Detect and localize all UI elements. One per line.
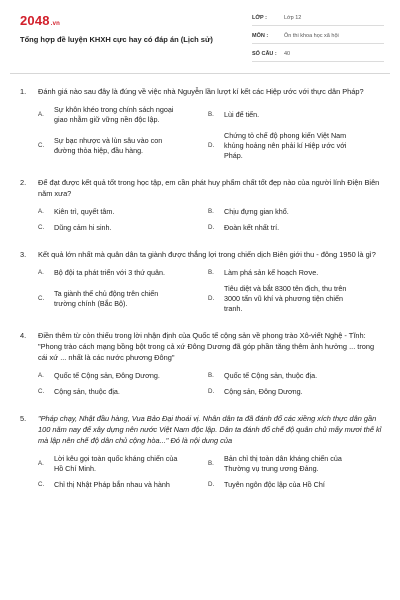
option-text: Cộng sản, Đông Dương. <box>224 387 303 396</box>
option-c[interactable] <box>38 284 208 314</box>
option-letter: B. <box>208 372 214 379</box>
option-text: Sự khôn khéo trong chính sách ngoại giao nhằm giữ vững nền độc lập. <box>54 105 174 124</box>
meta-class <box>252 14 384 26</box>
answer-options <box>0 268 400 314</box>
site-logo[interactable] <box>20 13 60 28</box>
option-text: Chỉ thị Nhật Pháp bắn nhau và hành <box>54 480 170 489</box>
option-letter: C. <box>38 224 45 231</box>
option-b[interactable] <box>208 454 376 474</box>
meta-question-count <box>252 50 384 62</box>
option-text: Tiêu diệt và bắt 8300 tên địch, thu trên 3000 tấn vũ khí và phương tiện chiến tranh. <box>224 284 347 313</box>
question-number: 1. <box>20 87 27 96</box>
option-letter: D. <box>208 224 215 231</box>
question-text: "Pháp chạy, Nhật đầu hàng, Vua Bảo Đại thoái vị. Nhân dân ta đã đánh đổ các xiềng xích thực dân gần 100 năm nay để xây dựng nên nước Việt Nam độc lập. Dân ta đánh đổ chế độ quân chủ mấy mươi thế kỉ mà lập nên chế độ dân chủ cộng hòa..." Đó là nội dung của <box>38 414 382 445</box>
meta-count-label: SỐ CÂU : <box>252 51 277 57</box>
question-2 <box>0 177 400 233</box>
option-b[interactable] <box>208 207 376 217</box>
option-b[interactable] <box>208 105 376 125</box>
option-text: Quốc tế Cộng sản, thuộc địa. <box>224 371 318 380</box>
option-c[interactable] <box>38 480 208 490</box>
meta-subject-value: Ôn thi khoa học xã hội <box>284 33 339 39</box>
meta-count-value: 40 <box>284 51 291 57</box>
meta-subject-label: MÔN : <box>252 33 269 39</box>
option-letter: A. <box>38 372 44 379</box>
option-letter: B. <box>208 208 214 215</box>
option-letter: C. <box>38 481 45 488</box>
question-4 <box>0 330 400 397</box>
answer-options <box>0 371 400 397</box>
option-c[interactable] <box>38 223 208 233</box>
option-text: Tuyên ngôn độc lập của Hồ Chí <box>224 480 325 489</box>
option-text: Lời kêu gọi toàn quốc kháng chiến của Hồ Chí Minh. <box>54 454 178 473</box>
option-text: Quốc tế Cộng sản, Đông Dương. <box>54 371 160 380</box>
answer-options <box>0 207 400 233</box>
question-number: 3. <box>20 250 27 259</box>
meta-class-value: Lớp 12 <box>284 15 302 21</box>
question-number: 5. <box>20 414 27 423</box>
option-text: Bộ đội ta phát triển với 3 thứ quân. <box>54 268 166 277</box>
option-d[interactable] <box>208 223 376 233</box>
question-text: Để đạt được kết quả tốt trong học tập, em cần phát huy phẩm chất tốt đẹp nào của người lính Điện Biên năm xưa? <box>38 178 380 198</box>
option-text: Dũng cảm hi sinh. <box>54 223 112 232</box>
logo-main: 2048 <box>20 13 50 28</box>
option-d[interactable] <box>208 480 376 490</box>
option-a[interactable] <box>38 207 208 217</box>
meta-class-label: LỚP : <box>252 15 267 21</box>
answer-options <box>0 454 400 490</box>
option-letter: B. <box>208 460 214 467</box>
option-text: Chịu đựng gian khổ. <box>224 207 289 216</box>
option-letter: C. <box>38 388 45 395</box>
option-d[interactable] <box>208 387 376 397</box>
option-letter: C. <box>38 142 45 149</box>
option-letter: D. <box>208 142 215 149</box>
option-letter: D. <box>208 388 215 395</box>
question-text: Đánh giá nào sau đây là đúng về việc nhà Nguyễn lần lượt kí kết các Hiệp ước với thực dân Pháp? <box>38 87 364 96</box>
option-d[interactable] <box>208 284 376 314</box>
page-header <box>0 0 400 70</box>
option-b[interactable] <box>208 371 376 381</box>
option-letter: D. <box>208 295 215 302</box>
answer-options <box>0 105 400 161</box>
option-a[interactable] <box>38 105 208 125</box>
option-letter: A. <box>38 111 44 118</box>
option-text: Chứng tỏ chế độ phong kiến Việt Nam khủng hoảng nên phải kí Hiệp ước với Pháp. <box>224 131 347 160</box>
question-text: Kết quả lớn nhất mà quân dân ta giành được thắng lợi trong chiến dịch Biên giới thu - đông 1950 là gì? <box>38 250 376 259</box>
option-text: Ta giành thế chủ động trên chiến trường chính (Bắc Bộ). <box>54 289 159 308</box>
question-list <box>0 86 400 506</box>
header-divider <box>10 73 390 74</box>
option-a[interactable] <box>38 268 208 278</box>
option-a[interactable] <box>38 371 208 381</box>
question-1 <box>0 86 400 161</box>
document-title: Tổng hợp đề luyện KHXH cực hay có đáp án (Lịch sử) <box>20 35 213 44</box>
option-text: Lùi để tiến. <box>224 110 260 119</box>
option-text: Cộng sản, thuộc địa. <box>54 387 120 396</box>
question-3 <box>0 249 400 314</box>
option-text: Sự bạc nhược và lùn sâu vào con đường thỏa hiệp, đầu hàng. <box>54 136 163 155</box>
option-letter: C. <box>38 295 45 302</box>
option-text: Làm phá sản kế hoạch Rơve. <box>224 268 319 277</box>
option-letter: B. <box>208 111 214 118</box>
question-number: 2. <box>20 178 27 187</box>
option-text: Bản chỉ thị toàn dân kháng chiến của Thường vụ trung ương Đảng. <box>224 454 342 473</box>
option-letter: A. <box>38 269 44 276</box>
option-c[interactable] <box>38 131 208 161</box>
meta-subject <box>252 32 384 44</box>
question-text: Điền thêm từ còn thiếu trong lời nhận định của Quốc tế cộng sản về phong trào Xô-viết Nghệ - Tĩnh: "Phong trào cách mạng bồng bột trong cả xứ Đông Dương đã góp phần tăng thêm ảnh hưởng ... trong cái xứ ... nhất là các nước phương Đông" <box>38 331 375 362</box>
document-meta <box>252 14 384 68</box>
option-b[interactable] <box>208 268 376 278</box>
option-letter: B. <box>208 269 214 276</box>
option-c[interactable] <box>38 387 208 397</box>
option-d[interactable] <box>208 131 376 161</box>
option-text: Đoàn kết nhất trí. <box>224 223 280 232</box>
option-letter: D. <box>208 481 215 488</box>
question-5 <box>0 413 400 490</box>
question-number: 4. <box>20 331 27 340</box>
logo-sub: .vn <box>50 21 61 27</box>
option-letter: A. <box>38 208 44 215</box>
option-letter: A. <box>38 460 44 467</box>
option-a[interactable] <box>38 454 208 474</box>
option-text: Kiên trì, quyết tâm. <box>54 207 115 216</box>
